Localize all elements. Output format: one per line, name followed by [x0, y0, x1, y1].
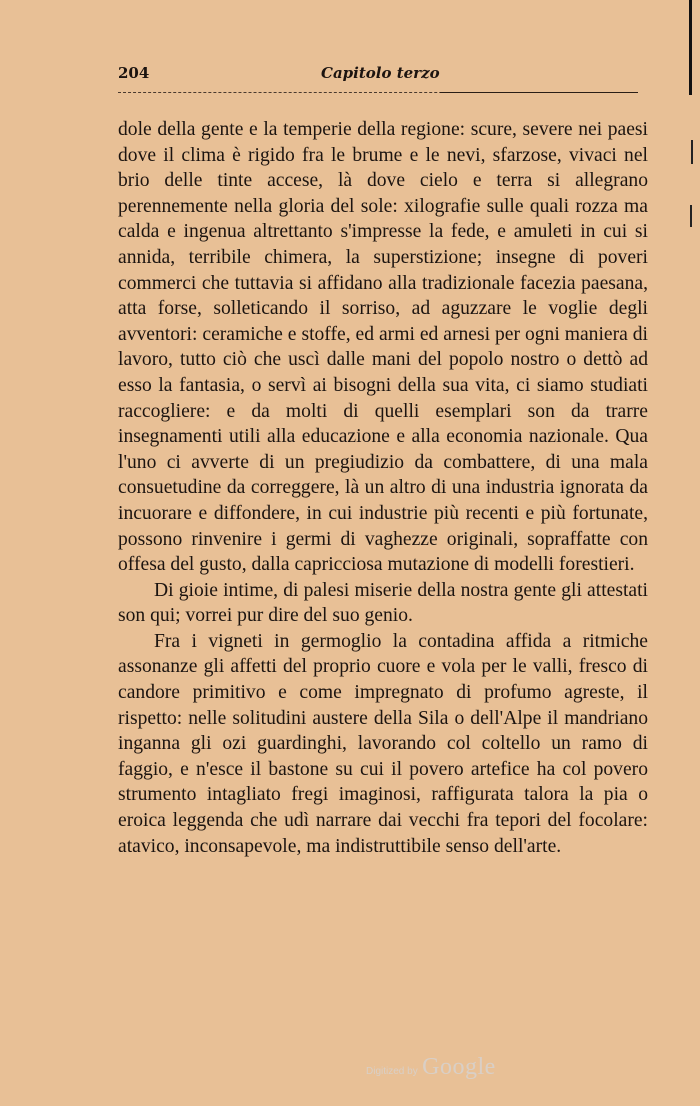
paragraph: dole della gente e la temperie della regione: scure, severe nei paesi dove il clima è rigido fra le brume e le nevi, sfarzose, vivaci nel brio delle tinte accese, là dove cielo e terra si allegrano perennemente nella gloria del sole: xilografie sulle quali rozza ma calda e ingenua altrettanto s'impresse la fede, e amuleti in cui si annida, terribile chimera, la superstizione; insegne di poveri commerci che tuttavia si affidano alla tradizionale facezia paesana, atta forse, solleticando il sorriso, ad aguzzare le voglie degli avventori: ceramiche e stoffe, ed armi ed arnesi per ogni maniera di lavoro, tutto ciò che uscì dalle mani del popolo nostro o dettò ad esso la fantasia, o servì ai bisogni della sua vita, ci siamo studiati raccogliere: e da molti di quelli esemplari son da trarre insegnamenti utili alla educazione e alla economia nazionale. Qua l'uno ci avverte di un pregiudizio da combattere, di una mala consuetudine da correggere, là un altro di una industria ignorata da incuorare e diffondere, in cui industrie più recenti e più fortunate, possono rinvenire i germi di vaghezze originali, sopraffatte con offesa del gusto, dalla capricciosa mutazione di modelli forestieri. [118, 119, 648, 576]
scan-edge-mark [691, 140, 693, 164]
watermark-prefix: Digitized by [366, 1066, 418, 1077]
digitized-watermark [366, 1054, 496, 1081]
scan-edge-mark [690, 205, 692, 227]
scan-edge-mark [689, 0, 692, 95]
header-rule [440, 92, 638, 93]
running-title: Capitolo terzo [321, 64, 440, 82]
page-header [118, 64, 638, 86]
body-text [118, 117, 648, 859]
paragraph: Di gioie intime, di palesi miserie della nostra gente gli attestati son qui; vorrei pur dire del suo genio. [118, 579, 648, 627]
google-logo: Google [422, 1054, 496, 1080]
page-number: 204 [118, 64, 150, 82]
paragraph: Fra i vigneti in germoglio la contadina affida a ritmiche assonanze gli affetti del proprio cuore e vola per le valli, fresco di candore primitivo e come impregnato di profumo agreste, il rispetto: nelle solitudini austere della Sila o dell'Alpe il mandriano inganna gli ozi guardinghi, lavorando col coltello un ramo di faggio, e n'esce il bastone su cui il povero artefice ha col povero strumento intagliato fregi imaginosi, raffigurata talora la pia o eroica leggenda che udì narrare dai vecchi fra tepori del focolare: atavico, inconsapevole, ma indistruttibile senso dell'arte. [118, 630, 648, 857]
